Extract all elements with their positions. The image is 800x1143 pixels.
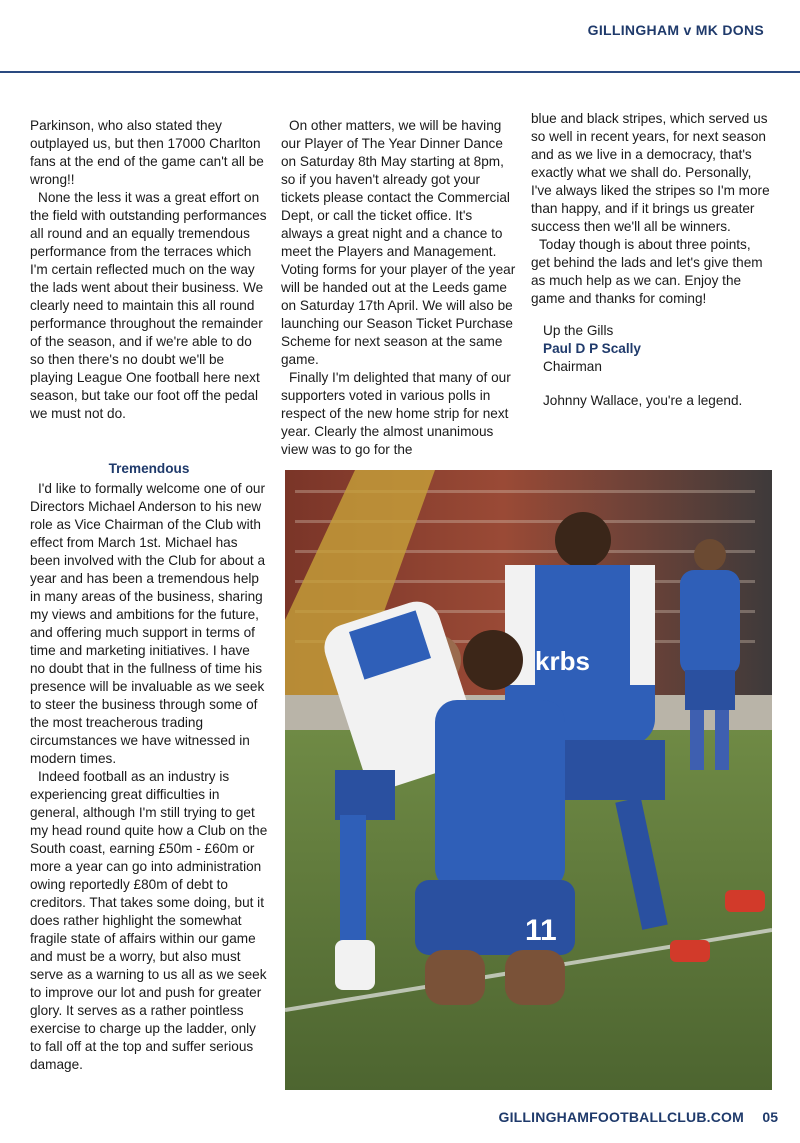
shirt-number-text: 11 [525, 914, 557, 947]
signoff-title: Chairman [543, 359, 602, 374]
article-column-1-top [30, 117, 268, 423]
article-column-3 [531, 110, 771, 410]
article-paragraph: Today though is about three points, get behind the lads and let's give them as much help as we can. Enjoy the game and thanks for coming! [531, 237, 763, 306]
article-column-1-bottom [30, 460, 268, 1074]
article-paragraph: I'd like to formally welcome one of our Directors Michael Anderson to his new role as Vice Chairman of the Club with effect from March 1st. Michael has been involved with the Club for about a year and has been a tremendous help in many areas of the business, sharing my views and ambitions for the future, and offering much support in terms of time and marketing initiatives. I have no doubt that in the fullness of time his presence will be invaluable as we seek to steer the business through some of the most treacherous trading circumstances we have witnessed in modern times. [30, 481, 266, 766]
article-paragraph: Parkinson, who also stated they outplayed us, but then 17000 Charlton fans at the end of the game can't all be wrong!! [30, 118, 264, 187]
page-header-title: GILLINGHAM v MK DONS [587, 22, 764, 38]
footnote: Johnny Wallace, you're a legend. [543, 393, 743, 408]
section-subheading: Tremendous [108, 461, 190, 476]
article-paragraph: blue and black stripes, which served us so well in recent years, for next season and as we live in a democracy, that's exactly what we shall do. Personally, I've always liked the stripes so I'm more than happy, and if it brings us greater success then we'll all be winners. [531, 111, 770, 234]
article-paragraph: Finally I'm delighted that many of our supporters voted in various polls in respect of the new home strip for next year. Clearly the almost unanimous view was to go for the [281, 370, 511, 457]
footer-website: GILLINGHAMFOOTBALLCLUB.COM [498, 1109, 744, 1125]
match-celebration-photo [285, 470, 772, 1090]
shirt-sponsor-text: krbs [535, 646, 590, 676]
article-column-2 [281, 117, 516, 459]
page-number: 05 [762, 1109, 778, 1125]
signoff-name: Paul D P Scally [543, 341, 641, 356]
signoff-block [531, 322, 771, 376]
article-paragraph: Indeed football as an industry is experiencing great difficulties in general, although I'm still trying to get my head round quite how a Club on the South coast, earning £50m - £60m or more a year can go into administration owing reportedly £80m of debt to creditors. That takes some doing, but it does rather highlight the somewhat fragile state of affairs within our game and must be a worry, but also must serve as a warning to us all as we seek to improve our lot and push for greater glory. It serves as a rather pointless exercise to charge up the ladder, only to fall off at the top and suffer serious damage. [30, 769, 268, 1072]
signoff-line: Up the Gills [543, 323, 614, 338]
article-paragraph: On other matters, we will be having our Player of The Year Dinner Dance on Saturday 8th May starting at 8pm, so if you haven't already got your tickets please contact the Commercial Dept, or call the ticket office. It's always a great night and a chance to meet the Players and Management. Voting forms for your player of the year will be handed out at the Leeds game on Saturday 17th April. We will also be launching our Season Ticket Purchase Scheme for next season at the same game. [281, 118, 516, 367]
article-paragraph: None the less it was a great effort on the field with outstanding performances all round and an equally tremendous performance from the terraces which I'm certain reflected much on the way the lads went about their business. We clearly need to maintain this all round performance throughout the remainder of the season, and if we're able to do so then there's no doubt we'll be playing League One football here next season, but take our foot off the pedal we must not do. [30, 190, 267, 421]
header-divider [0, 71, 800, 73]
